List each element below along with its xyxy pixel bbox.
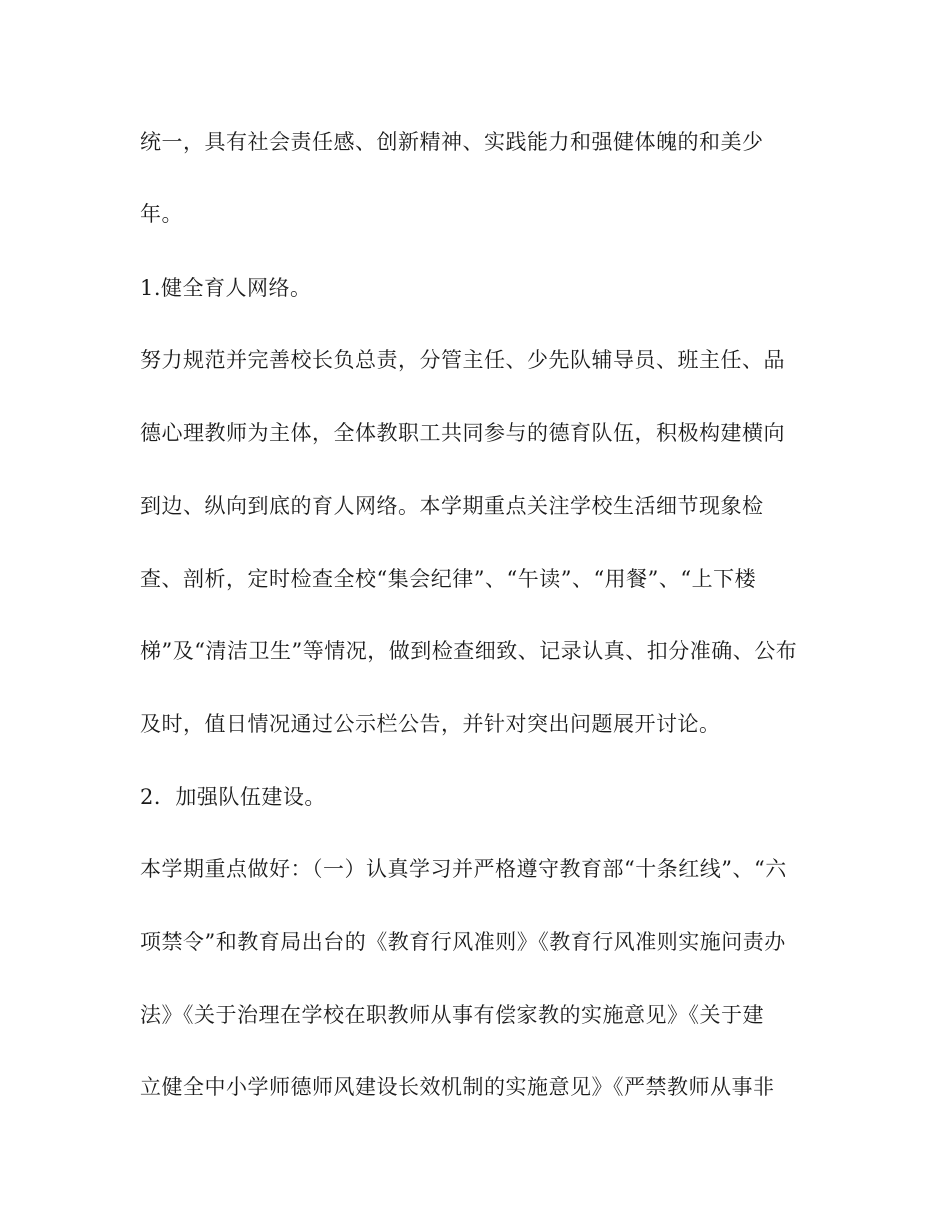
text-line: 项禁令”和教育局出台的《教育行风准则》《教育行风准则实施问责办 [140,930,786,954]
section-heading: 2．加强队伍建设。 [140,785,326,809]
text-line: 及时，值日情况通过公示栏公告，并针对突出问题展开讨论。 [140,712,721,736]
text-line: 德心理教师为主体，全体教职工共同参与的德育队伍，积极构建横向 [140,421,785,445]
text-line: 统一，具有社会责任感、创新精神、实践能力和强健体魄的和美少 [140,130,764,154]
section-heading: 1.健全育人网络。 [140,276,312,300]
text-line: 本学期重点做好：（一）认真学习并严格遵守教育部“十条红线”、“六 [140,857,787,881]
text-line: 梯”及“清洁卫生”等情况，做到检查细致、记录认真、扣分准确、公布 [140,639,798,663]
text-line: 立健全中小学师德师风建设长效机制的实施意见》《严禁教师从事非 [140,1075,775,1099]
text-line: 努力规范并完善校长负总责，分管主任、少先队辅导员、班主任、品 [140,348,785,372]
text-line: 年。 [140,202,183,226]
text-line: 查、剖析，定时检查全校“集会纪律”、“午读”、“用餐”、“上下楼 [140,567,757,591]
text-line: 到边、纵向到底的育人网络。本学期重点关注学校生活细节现象检 [140,494,764,518]
text-line: 法》《关于治理在学校在职教师从事有偿家教的实施意见》《关于建 [140,1003,764,1027]
